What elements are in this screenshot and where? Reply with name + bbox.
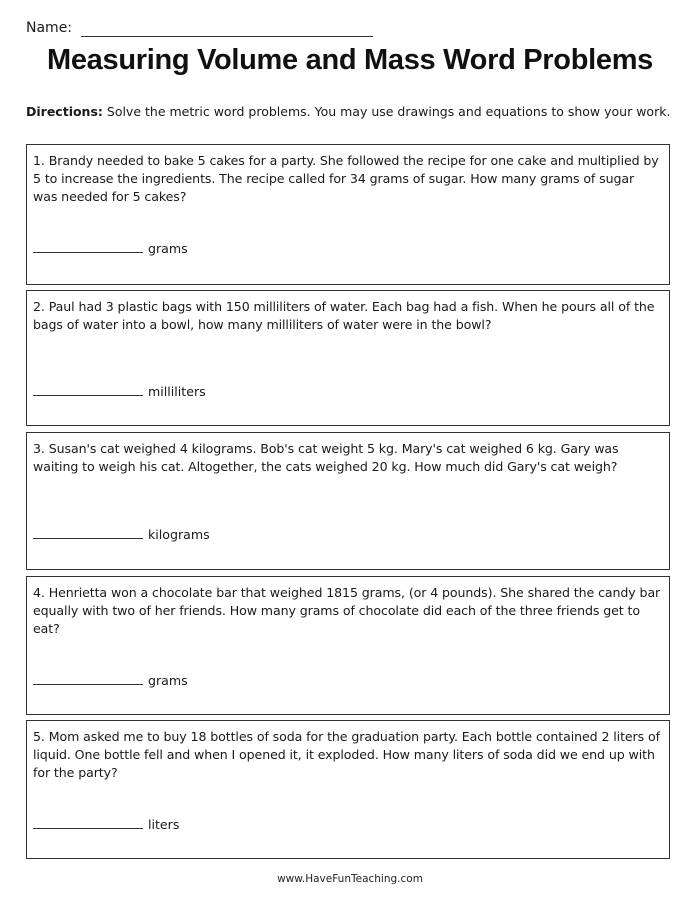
answer-blank[interactable] xyxy=(33,383,143,396)
answer-row xyxy=(33,240,188,256)
directions xyxy=(26,104,676,119)
problem-text: 3. Susan's cat weighed 4 kilograms. Bob's cat weight 5 kg. Mary's cat weighed 6 kg. Gary was waiting to weigh his cat. Altogether, the cats weighed 20 kg. How much did Gary's cat weigh? xyxy=(33,441,619,474)
name-row xyxy=(26,20,356,40)
problem-box-2 xyxy=(26,290,670,426)
answer-blank[interactable] xyxy=(33,816,143,829)
directions-text: Solve the metric word problems. You may use drawings and equations to show your work. xyxy=(102,104,671,119)
answer-row xyxy=(33,383,206,399)
name-input-line[interactable] xyxy=(81,36,373,37)
footer-url: www.HaveFunTeaching.com xyxy=(277,873,423,885)
problem-text: 5. Mom asked me to buy 18 bottles of soda for the graduation party. Each bottle contained 2 liters of liquid. One bottle fell and when I opened it, it exploded. How many liters of soda did we end up with for the party? xyxy=(33,729,660,780)
answer-unit: milliliters xyxy=(148,384,206,399)
answer-unit: grams xyxy=(148,673,188,688)
problem-box-3 xyxy=(26,432,670,570)
answer-unit: liters xyxy=(148,817,180,832)
problem-box-5 xyxy=(26,720,670,859)
answer-unit: kilograms xyxy=(148,527,210,542)
answer-blank[interactable] xyxy=(33,240,143,253)
problem-box-4 xyxy=(26,576,670,715)
answer-unit: grams xyxy=(148,241,188,256)
problem-text: 1. Brandy needed to bake 5 cakes for a party. She followed the recipe for one cake and multiplied by 5 to increase the ingredients. The recipe called for 34 grams of sugar. How many grams of sugar was needed for 5 cakes? xyxy=(33,153,659,204)
answer-blank[interactable] xyxy=(33,672,143,685)
answer-row xyxy=(33,526,210,542)
answer-row xyxy=(33,672,188,688)
worksheet-title: Measuring Volume and Mass Word Problems xyxy=(46,44,654,76)
problem-box-1 xyxy=(26,144,670,285)
name-label: Name: xyxy=(26,20,73,36)
problem-text: 4. Henrietta won a chocolate bar that weighed 1815 grams, (or 4 pounds). She shared the candy bar equally with two of her friends. How many grams of chocolate did each of the three friends get to eat? xyxy=(33,585,661,636)
directions-label: Directions: xyxy=(26,104,103,119)
answer-row xyxy=(33,816,179,832)
problem-text: 2. Paul had 3 plastic bags with 150 milliliters of water. Each bag had a fish. When he pours all of the bags of water into a bowl, how many milliliters of water were in the bowl? xyxy=(33,299,655,332)
answer-blank[interactable] xyxy=(33,526,143,539)
